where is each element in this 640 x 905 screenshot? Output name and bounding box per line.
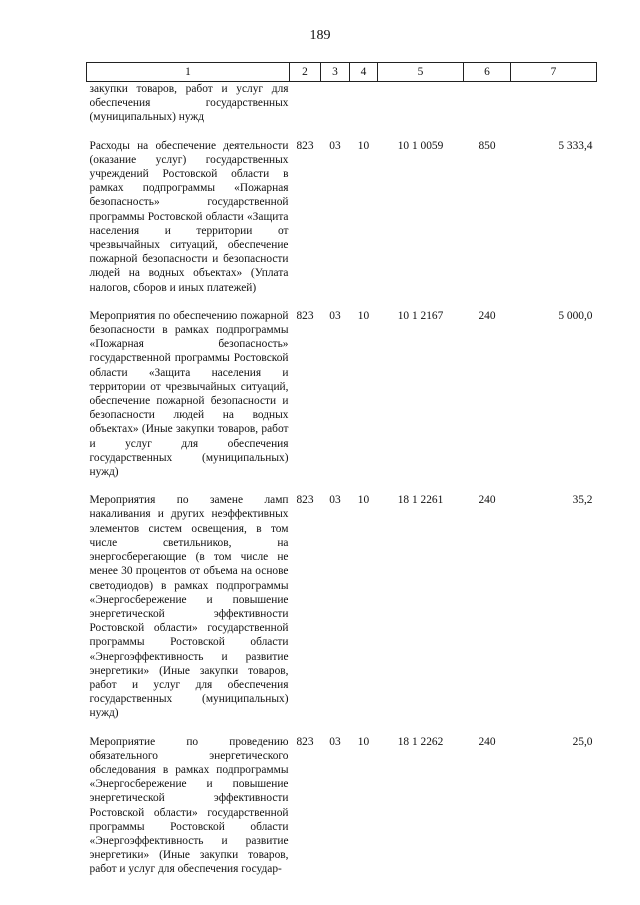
table-row [87,309,597,493]
row-amount: 5 000,0 [558,309,593,322]
row-description: закупки товаров, работ и услуг для обеспечения государственных (муниципальных) нужд [89,83,289,124]
row-subsection: 10 [357,309,370,322]
row-expense-type [464,82,511,139]
row-subsection: 10 [357,494,370,507]
table-row [87,493,597,734]
row-expense-type: 240 [478,735,496,748]
row-section: 03 [329,139,341,152]
row-target-article [378,82,464,139]
row-section: 03 [329,494,341,507]
column-header: 7 [511,63,597,82]
row-target-article: 10 1 2167 [397,309,444,322]
row-description: Мероприятие по проведению обязательного энергетического обследования в рамках подпрограммы «Энергосбережение и повышение энергетической эффективности Ростовской области» государственной программы Ростовской области «Энергоэффективность и развитие энергетики» (Иные закупки товаров, работ и услуг для обеспечения государ- [89,735,289,876]
row-amount: 25,0 [572,735,593,748]
row-amount [511,82,597,139]
column-header: 5 [378,63,464,82]
row-description: Мероприятия по обеспечению пожарной безопасности в рамках подпрограммы «Пожарная безопасность» государственной программы Ростовской области «Защита населения и территории от чрезвычайных ситуаций, обеспечение пожарной безопасности и безопасности людей на водных объектах» (Иные закупки товаров, работ и услуг для обеспечения государственных (муниципальных) нужд) [89,309,289,479]
row-ministry-code: 823 [296,309,314,322]
table-row [87,139,597,309]
budget-table [86,62,597,877]
row-section: 03 [329,309,341,322]
column-header: 1 [87,63,290,82]
table-header-row [87,63,597,82]
page-number: 189 [309,28,331,43]
row-subsection: 10 [357,735,370,748]
row-description: Расходы на обеспечение деятельности (оказание услуг) государственных учреждений Ростовской области в рамках подпрограммы «Пожарная безопасность» государственной программы Ростовской области «Защита населения и территории от чрезвычайных ситуаций, обеспечение пожарной безопасности и безопасности людей на водных объектах» (Уплата налогов, сборов и иных платежей) [89,139,289,294]
row-section: 03 [329,735,341,748]
column-header: 4 [350,63,378,82]
row-target-article: 18 1 2262 [397,735,444,748]
table-row [87,82,597,139]
row-amount: 5 333,4 [558,139,593,152]
row-expense-type: 850 [478,139,496,152]
row-ministry-code: 823 [296,494,314,507]
row-expense-type: 240 [478,309,496,322]
row-description: Мероприятия по замене ламп накаливания и других неэффективных элементов систем освещения, в том числе светильников, на энергосберегающие (в том числе не менее 30 процентов от объема на основе светодиодов) в рамках подпрограммы «Энергосбережение и повышение энергетической эффективности Ростовской области» государственной программы Ростовской области «Энергоэффективность и развитие энергетики» (Иные закупки товаров, работ и услуг для обеспечения государственных (муниципальных) нужд) [89,494,289,720]
row-target-article: 18 1 2261 [397,494,444,507]
row-expense-type: 240 [478,494,496,507]
row-section [321,82,350,139]
row-target-article: 10 1 0059 [397,139,444,152]
row-ministry-code: 823 [296,735,314,748]
column-header: 2 [290,63,321,82]
row-ministry-code [290,82,321,139]
row-subsection [350,82,378,139]
table-row [87,735,597,877]
column-header: 6 [464,63,511,82]
row-ministry-code: 823 [296,139,314,152]
column-header: 3 [321,63,350,82]
row-amount: 35,2 [572,494,593,507]
row-subsection: 10 [357,139,370,152]
